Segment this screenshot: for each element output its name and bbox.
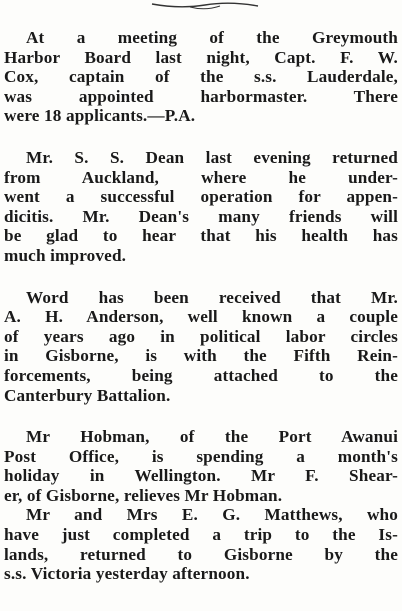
news-item-matthews-return [4,505,398,583]
text-line: Mr Hobman, of the Port Awanui [26,427,398,447]
news-item-greymouth-harbor [4,28,398,126]
ornamental-rule [150,0,260,12]
news-item-dean-returned [4,148,398,266]
news-item-anderson-reinforcements [4,288,398,406]
text-line: was appointed harbormaster. There [4,86,398,106]
text-line: Word has been received that Mr. [26,287,398,307]
text-line: were 18 applicants.—P.A. [4,106,196,126]
text-line: Mr and Mrs E. G. Matthews, who [26,505,398,525]
text-line: Mr. S. S. Dean last evening returned [26,147,398,167]
text-line: s.s. Victoria yesterday afternoon. [4,564,250,584]
text-line: dicitis. Mr. Dean's many friends will [4,206,398,226]
news-item-hobman-holiday [4,427,398,505]
text-line: holiday in Wellington. Mr F. Shear- [4,466,398,486]
text-line: be glad to hear that his health has [4,226,398,246]
text-line: lands, returned to Gisborne by the [4,544,398,564]
text-line: Cox, captain of the s.s. Lauderdale, [4,67,398,87]
text-line: er, of Gisborne, relieves Mr Hobman. [4,485,283,505]
text-line: have just completed a trip to the Is- [4,525,398,545]
text-line: forcements, being attached to the [4,365,398,385]
article-column [4,28,398,584]
text-line: Canterbury Battalion. [4,385,171,405]
text-line: from Auckland, where he under- [4,167,398,187]
text-line: in Gisborne, is with the Fifth Rein- [4,346,398,366]
text-line: A. H. Anderson, well known a couple [4,307,398,327]
text-line: Post Office, is spending a month's [4,446,398,466]
text-line: went a successful operation for appen- [4,187,398,207]
text-line: much improved. [4,245,127,265]
text-line: At a meeting of the Greymouth [26,28,398,47]
text-line: Harbor Board last night, Capt. F. W. [4,47,398,67]
text-line: of years ago in political labor circles [4,326,398,346]
